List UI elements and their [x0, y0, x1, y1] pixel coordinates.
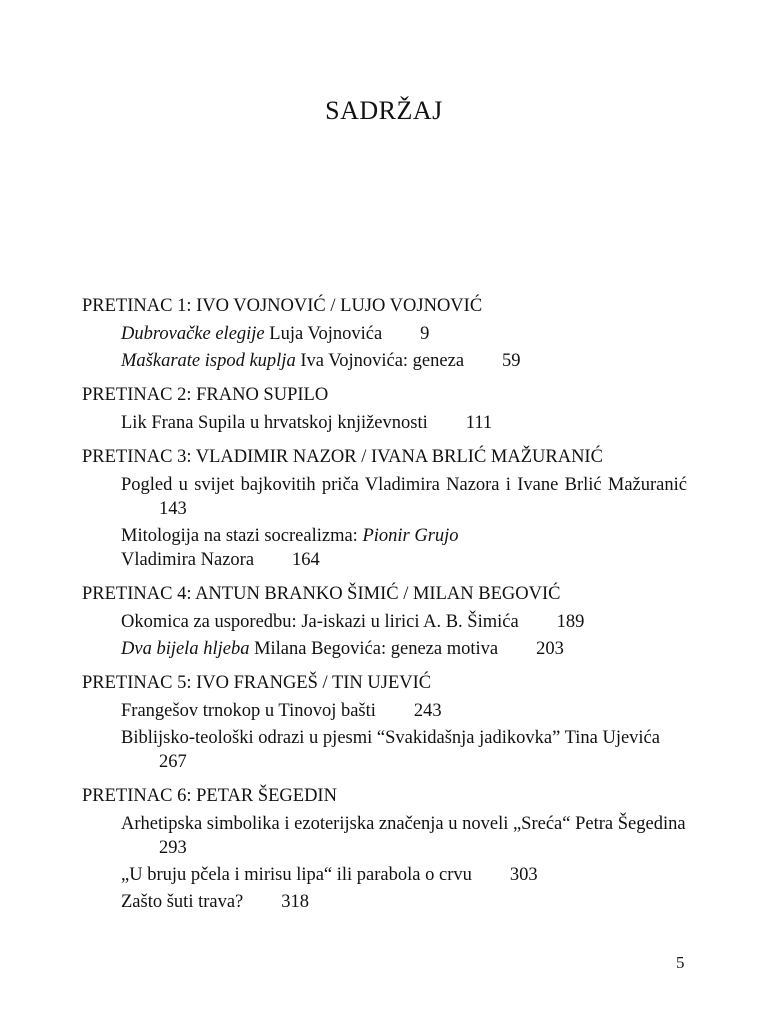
- toc-entry[interactable]: [82, 349, 687, 373]
- section-heading: PRETINAC 5: IVO FRANGEŠ / TIN UJEVIĆ: [82, 673, 432, 693]
- toc-entry[interactable]: [82, 524, 687, 572]
- page-title: SADRŽAJ: [325, 96, 443, 125]
- entry-title-italic: Dva bijela hljeba: [121, 639, 250, 659]
- entry-title-italic: Maškarate ispod kuplja: [121, 351, 296, 371]
- toc-entry[interactable]: [82, 322, 687, 346]
- entry-title: Iva Vojnovića: geneza: [295, 351, 465, 371]
- toc-section: [82, 445, 702, 572]
- entry-page-number: 267: [159, 752, 187, 772]
- entry-page-number: 303: [509, 865, 538, 885]
- section-heading: PRETINAC 4: ANTUN BRANKO ŠIMIĆ / MILAN BEGOVIĆ: [82, 584, 561, 604]
- entry-title: Pogled u svijet bajkovitih priča Vladimira Nazora i Ivane Brlić Mažuranić: [121, 475, 687, 495]
- entry-title: Biblijsko-teološki odrazi u pjesmi “Svakidašnja jadikovka” Tina Ujevića: [121, 728, 660, 748]
- entry-title: Luja Vojnovića: [264, 324, 383, 344]
- toc-section: [82, 383, 702, 435]
- toc-section: [82, 582, 702, 661]
- table-of-contents: [82, 294, 702, 924]
- toc-entry[interactable]: [82, 812, 687, 860]
- entry-title: Okomica za usporedbu: Ja-iskazi u lirici A. B. Šimića: [121, 612, 519, 632]
- section-heading: PRETINAC 2: FRANO SUPILO: [82, 385, 329, 405]
- toc-section: [82, 294, 702, 373]
- page-number: 5: [676, 953, 685, 972]
- entry-title: Milana Begovića: geneza motiva: [249, 639, 499, 659]
- entry-title: Lik Frana Supila u hrvatskoj književnosti: [121, 413, 428, 433]
- toc-entry[interactable]: [82, 699, 687, 723]
- entry-page-number: 9: [420, 324, 430, 344]
- entry-page-number: 164: [292, 550, 320, 570]
- toc-entry[interactable]: [82, 411, 687, 435]
- toc-entry[interactable]: [82, 637, 687, 661]
- entry-title: Arhetipska simbolika i ezoterijska značenja u noveli „Sreća“ Petra Šegedina: [121, 814, 686, 834]
- entry-title: Mitologija na stazi socrealizma:: [121, 526, 363, 546]
- entry-page-number: 243: [413, 701, 442, 721]
- section-heading: PRETINAC 3: VLADIMIR NAZOR / IVANA BRLIĆ MAŽURANIĆ: [82, 447, 603, 467]
- toc-entry[interactable]: [82, 863, 687, 887]
- entry-title-italic: Dubrovačke elegije: [121, 324, 265, 344]
- entry-title: Zašto šuti trava?: [121, 892, 244, 912]
- toc-section: [82, 671, 702, 774]
- entry-page-number: 59: [502, 351, 521, 371]
- entry-title: „U bruju pčela i mirisu lipa“ ili parabola o crvu: [121, 865, 472, 885]
- toc-entry[interactable]: [82, 890, 687, 914]
- entry-page-number: 293: [159, 838, 187, 858]
- section-heading: PRETINAC 1: IVO VOJNOVIĆ / LUJO VOJNOVIĆ: [82, 296, 483, 316]
- entry-page-number: 318: [281, 892, 310, 912]
- entry-page-number: 189: [556, 612, 585, 632]
- entry-title: Frangešov trnokop u Tinovoj bašti: [121, 701, 376, 721]
- entry-title-italic: Pionir Grujo: [362, 526, 459, 546]
- toc-entry[interactable]: [82, 473, 687, 521]
- entry-page-number: 143: [159, 499, 187, 519]
- entry-title-continued: Vladimira Nazora: [121, 550, 255, 570]
- toc-entry[interactable]: [82, 726, 687, 774]
- entry-page-number: 203: [536, 639, 564, 659]
- section-heading: PRETINAC 6: PETAR ŠEGEDIN: [82, 786, 337, 806]
- entry-page-number: 111: [465, 413, 493, 433]
- toc-entry[interactable]: [82, 610, 687, 634]
- toc-section: [82, 784, 702, 914]
